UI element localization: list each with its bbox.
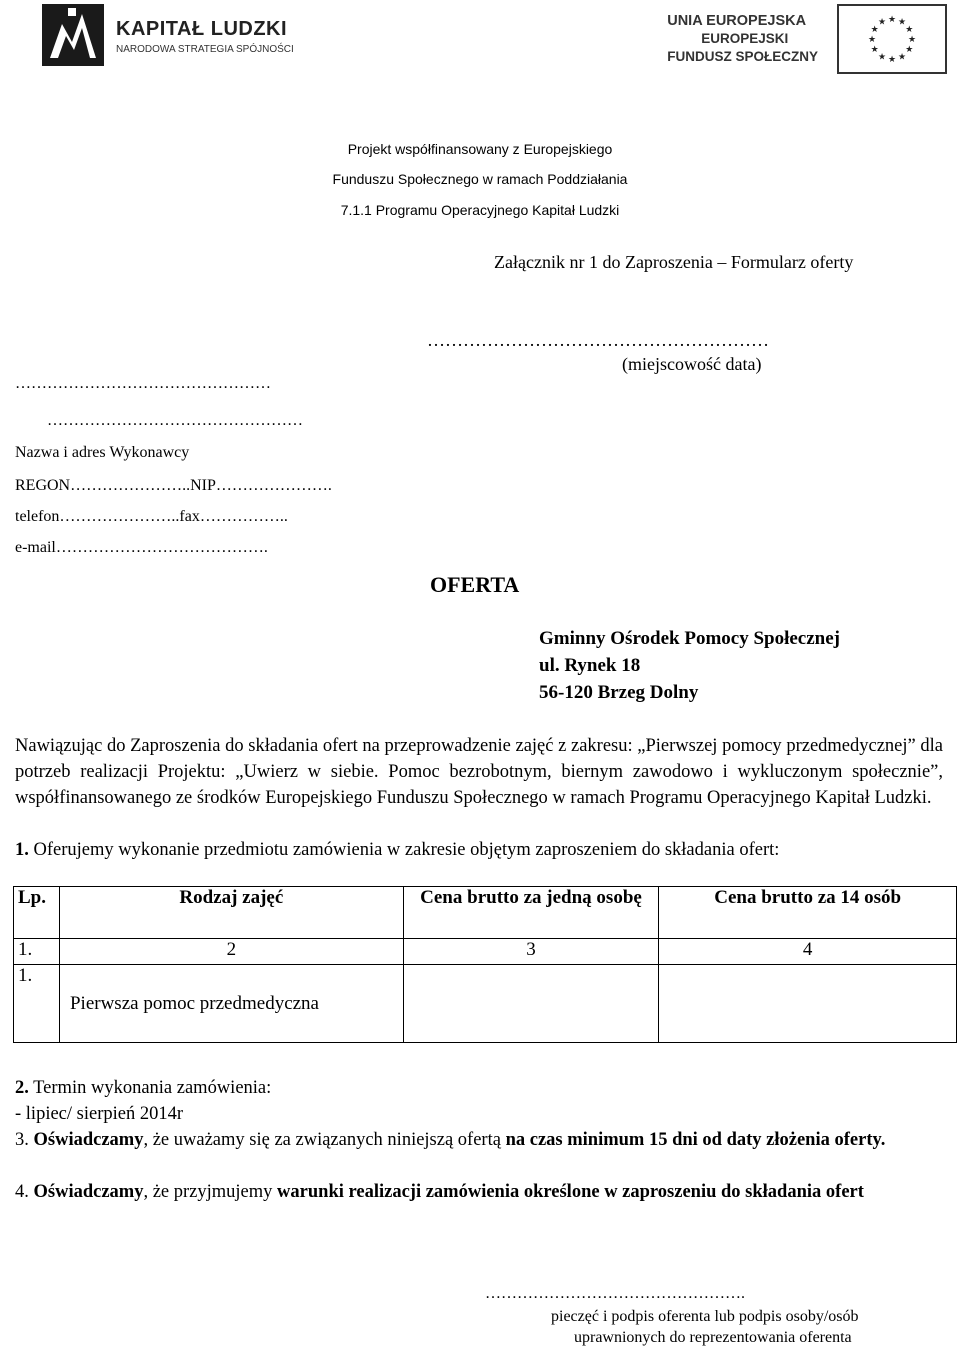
point-1 (15, 837, 943, 863)
point-3-bold-1: Oświadczamy (33, 1130, 144, 1150)
point-3-text: , że uważamy się za związanych niniejszą ofertą (143, 1130, 501, 1150)
table-header-type: Rodzaj zajęć (59, 887, 403, 939)
signature-line-2: uprawnionych do reprezentowania oferenta (574, 1329, 852, 1346)
eu-star-icon: ★ (867, 34, 877, 44)
table-header-price-one: Cena brutto za jedną osobę (403, 887, 659, 939)
eu-star-icon: ★ (877, 16, 887, 27)
project-line-2: Funduszu Społecznego w ramach Poddziałania (332, 171, 628, 187)
point-4-text: , że przyjmujemy (143, 1182, 273, 1202)
attachment-title: Załącznik nr 1 do Zaproszenia – Formularz oferty (494, 252, 854, 272)
point-4 (15, 1179, 943, 1205)
point-2-value: - lipiec/ sierpień 2014r (15, 1104, 183, 1124)
table-index-cell: 1. (14, 939, 60, 965)
eu-logo-line2: EUROPEJSKI (701, 31, 789, 46)
contractor-dots-1: ………………………………………… (15, 375, 271, 392)
table-index-row (14, 939, 957, 965)
table-cell-type: Pierwsza pomoc przedmedyczna (59, 965, 403, 1043)
point-2 (15, 1075, 271, 1101)
eu-star-icon: ★ (905, 44, 914, 54)
table-index-cell: 2 (59, 939, 403, 965)
kapital-ludzki-title: KAPITAŁ LUDZKI (116, 18, 288, 40)
recipient-block (539, 625, 840, 706)
point-2-number: 2. (15, 1078, 29, 1098)
eu-star-icon: ★ (905, 24, 914, 34)
eu-star-icon: ★ (907, 34, 917, 44)
table-row (14, 965, 957, 1043)
eu-star-icon: ★ (897, 51, 907, 62)
kapital-ludzki-logo (42, 4, 302, 66)
table-cell-price-14 (659, 965, 957, 1043)
offer-heading: OFERTA (430, 572, 520, 597)
point-2-text: Termin wykonania zamówienia: (33, 1078, 272, 1098)
table-cell-lp: 1. (14, 965, 60, 1043)
recipient-line-1: Gminny Ośrodek Pomocy Społecznej (539, 628, 841, 649)
eu-star-icon: ★ (870, 24, 879, 34)
project-line-3: 7.1.1 Programu Operacyjnego Kapitał Ludzki (340, 202, 620, 218)
recipient-line-2: ul. Rynek 18 (539, 655, 641, 676)
point-4-bold-1: Oświadczamy (33, 1182, 144, 1202)
contractor-phone-fax: telefon…………………..fax…………….. (15, 508, 288, 525)
signature-line-1: pieczęć i podpis oferenta lub podpis osoby/osób (551, 1308, 859, 1325)
table-index-cell: 3 (403, 939, 659, 965)
point-4-number: 4. (15, 1182, 29, 1202)
kapital-ludzki-subtitle: NARODOWA STRATEGIA SPÓJNOŚCI (116, 44, 294, 55)
point-4-bold-2: warunki realizacji zamówienia określone w zaproszeniu do składania ofert (277, 1182, 864, 1202)
contractor-regon-nip: REGON…………………..NIP…………………. (15, 477, 332, 494)
eu-flag-icon (837, 4, 947, 74)
eu-star-icon: ★ (887, 14, 897, 24)
eu-logo-line1: UNIA EUROPEJSKA (667, 13, 807, 29)
project-line-1: Projekt współfinansowany z Europejskiego (347, 141, 613, 157)
place-date-label: (miejscowość data) (622, 354, 762, 374)
eu-logo-line3: FUNDUSZ SPOŁECZNY (667, 49, 818, 64)
point-1-text: Oferujemy wykonanie przedmiotu zamówienia w zakresie objętym zaproszeniem do składania ofert: (33, 840, 780, 860)
offer-table (13, 886, 957, 1043)
table-index-cell: 4 (659, 939, 957, 965)
point-3-number: 3. (15, 1130, 29, 1150)
table-cell-price-one (403, 965, 659, 1043)
point-3-bold-2: na czas minimum 15 dni od daty złożenia oferty. (505, 1130, 886, 1150)
recipient-line-3: 56-120 Brzeg Dolny (539, 682, 699, 703)
contractor-dots-2: ………………………………………… (47, 412, 303, 429)
contractor-name-label: Nazwa i adres Wykonawcy (15, 444, 190, 461)
eu-logo-text (667, 12, 818, 66)
point-1-number: 1. (15, 840, 29, 860)
eu-star-icon: ★ (877, 51, 887, 62)
table-header-row (14, 887, 957, 939)
table-header-lp: Lp. (14, 887, 60, 939)
kapital-ludzki-emblem-icon (42, 4, 104, 66)
eu-star-icon: ★ (897, 16, 907, 27)
point-3 (15, 1127, 943, 1153)
eu-star-icon: ★ (887, 54, 897, 64)
table-header-price-14: Cena brutto za 14 osób (659, 887, 957, 939)
intro-paragraph: Nawiązując do Zaproszenia do składania ofert na przeprowadzenie zajęć z zakresu: „Pierwszej pomocy przedmedycznej” dla potrzeb realizacji Projektu: „Uwierz w siebie. Pomoc bezrobotnym, biernym zawodowo i wykluczonym społecznie”, współfinansowanego ze środków Europejskiego Funduszu Społecznego w ramach Programu Operacyjnego Kapitał Ludzki. (15, 736, 943, 808)
contractor-email: e-mail…………………………………. (15, 539, 268, 556)
signature-dots: …………………………………………. (485, 1285, 745, 1302)
place-date-dots: ………………………………………………… (427, 330, 769, 350)
eu-star-icon: ★ (870, 44, 879, 54)
